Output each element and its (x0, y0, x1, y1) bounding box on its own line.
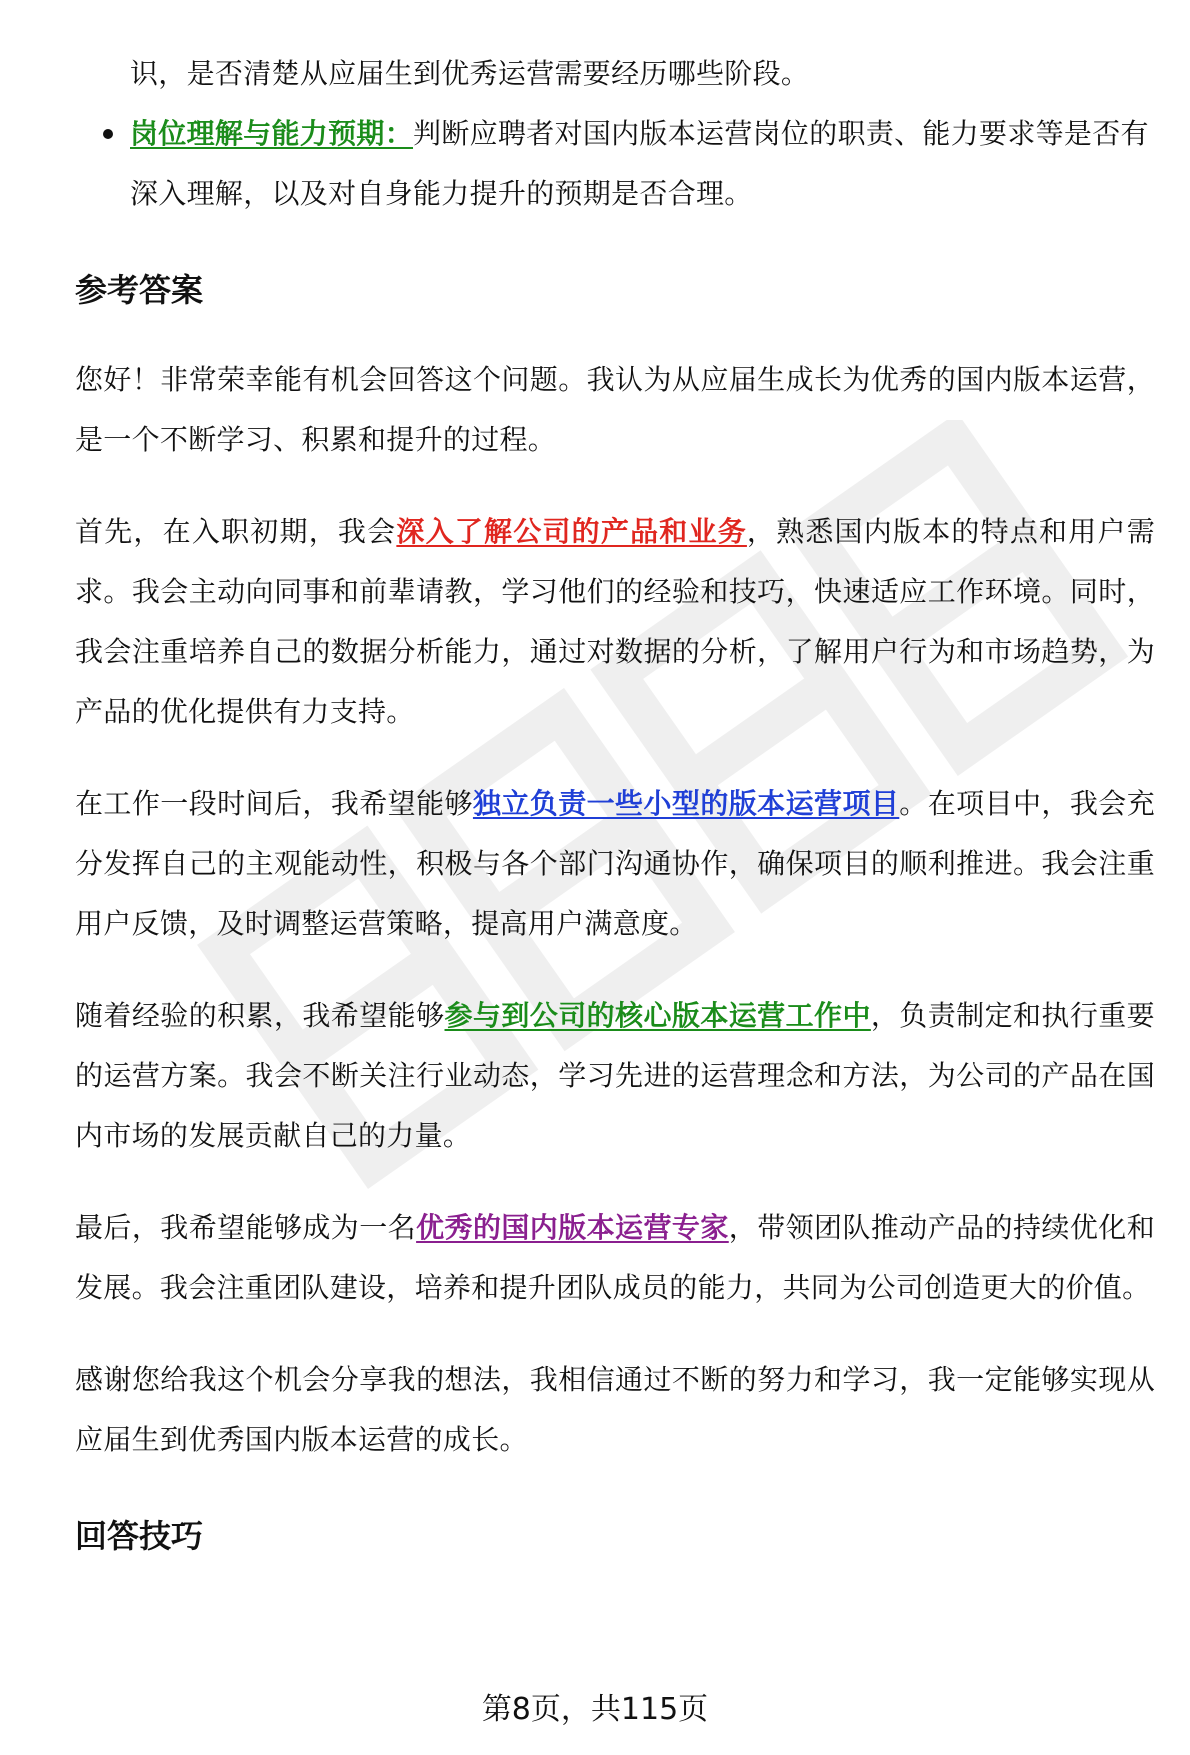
paragraph-text: 首先，在入职初期，我会 (75, 515, 397, 548)
paragraph-text: 最后，我希望能够成为一名 (75, 1211, 417, 1244)
criteria-list (75, 104, 1155, 224)
reference-answer-heading: 参考答案 (75, 271, 204, 309)
bullet-dot-icon (103, 129, 113, 139)
highlight-phrase-purple: 优秀的国内版本运营专家 (416, 1211, 729, 1244)
paragraph-text: ，熟悉国内版本的特点和用户需求。我会主动向同事和前辈请教，学习他们的经验和技巧，快速适应工作环境。同时，我会注重培养自己的数据分析能力，通过对数据的分析，了解用户行为和市场趋势，为产品的优化提供有力支持。 (75, 515, 1155, 728)
page-number-footer: 第8页，共115页 (481, 1692, 709, 1727)
paragraph-text: 随着经验的积累，我希望能够 (75, 999, 445, 1032)
answer-tips-heading: 回答技巧 (75, 1517, 204, 1555)
document-content (75, 44, 1155, 1596)
highlight-phrase-green: 参与到公司的核心版本运营工作中 (444, 999, 871, 1032)
paragraph-text: ，负责制定和执行重要的运营方案。我会不断关注行业动态，学习先进的运营理念和方法，为公司的产品在国内市场的发展贡献自己的力量。 (75, 999, 1155, 1152)
bullet-continuation-text: 识，是否清楚从应届生到优秀运营需要经历哪些阶段。 (130, 57, 810, 90)
answer-paragraph-4 (75, 986, 1155, 1166)
paragraph-text: ，带领团队推动产品的持续优化和发展。我会注重团队建设，培养和提升团队成员的能力，共同为公司创造更大的价值。 (75, 1211, 1155, 1304)
highlight-phrase-red: 深入了解公司的产品和业务 (396, 515, 747, 548)
answer-paragraph-2 (75, 502, 1155, 742)
criteria-label: 岗位理解与能力预期： (130, 117, 414, 150)
answer-paragraph-3 (75, 774, 1155, 954)
criteria-text: 判断应聘者对国内版本运营岗位的职责、能力要求等是否有深入理解，以及对自身能力提升的预期是否合理。 (130, 117, 1149, 210)
answer-paragraph-1: 您好！非常荣幸能有机会回答这个问题。我认为从应届生成长为优秀的国内版本运营，是一个不断学习、积累和提升的过程。 (75, 363, 1155, 456)
answer-paragraph-5 (75, 1198, 1155, 1318)
paragraph-text: 。在项目中，我会充分发挥自己的主观能动性，积极与各个部门沟通协作，确保项目的顺利推进。我会注重用户反馈，及时调整运营策略，提高用户满意度。 (75, 787, 1155, 940)
list-item (75, 104, 1155, 224)
highlight-phrase-blue: 独立负责一些小型的版本运营项目 (472, 787, 900, 820)
answer-paragraph-6: 感谢您给我这个机会分享我的想法，我相信通过不断的努力和学习，我一定能够实现从应届生到优秀国内版本运营的成长。 (75, 1363, 1155, 1456)
paragraph-text: 在工作一段时间后，我希望能够 (75, 787, 473, 820)
